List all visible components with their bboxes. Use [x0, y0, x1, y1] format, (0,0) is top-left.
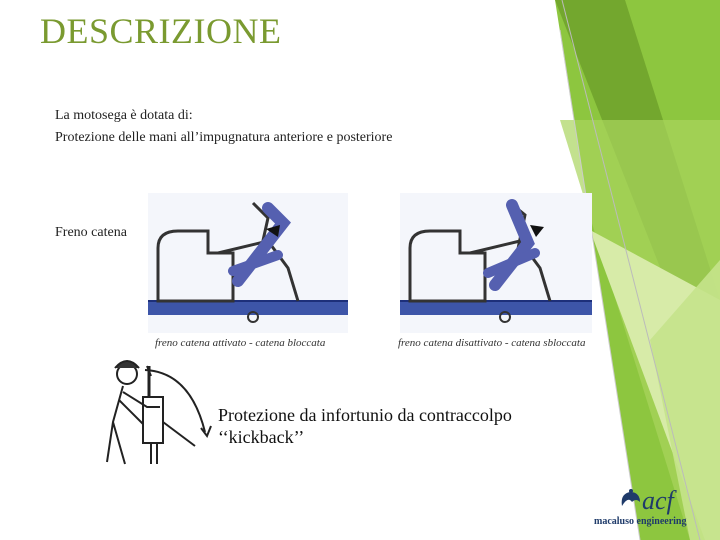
company-logo — [590, 488, 712, 532]
logo-brand: acf — [642, 486, 674, 515]
chain-brake-text: Freno catena — [55, 225, 127, 240]
slide-title: DESCRIZIONE — [40, 11, 282, 51]
kickback-operator-sketch — [85, 352, 215, 470]
logo-mark-icon — [618, 488, 644, 512]
kickback-line-1: Protezione da infortunio da contraccolpo — [218, 405, 512, 425]
caption-brake-deactivated: freno catena disattivato - catena sbloccata — [398, 337, 586, 349]
logo-company-name: macaluso engineering — [594, 516, 687, 527]
chain-brake-deactivated-illustration — [400, 193, 592, 333]
hand-protection-text: Protezione delle mani all’impugnatura anteriore e posteriore — [55, 130, 393, 145]
chain-brake-activated-illustration — [148, 193, 348, 333]
caption-brake-activated: freno catena attivato - catena bloccata — [155, 337, 326, 349]
intro-text: La motosega è dotata di: — [55, 108, 193, 123]
kickback-protection-text — [218, 404, 512, 448]
kickback-line-2: ‘‘kickback’’ — [218, 427, 305, 447]
